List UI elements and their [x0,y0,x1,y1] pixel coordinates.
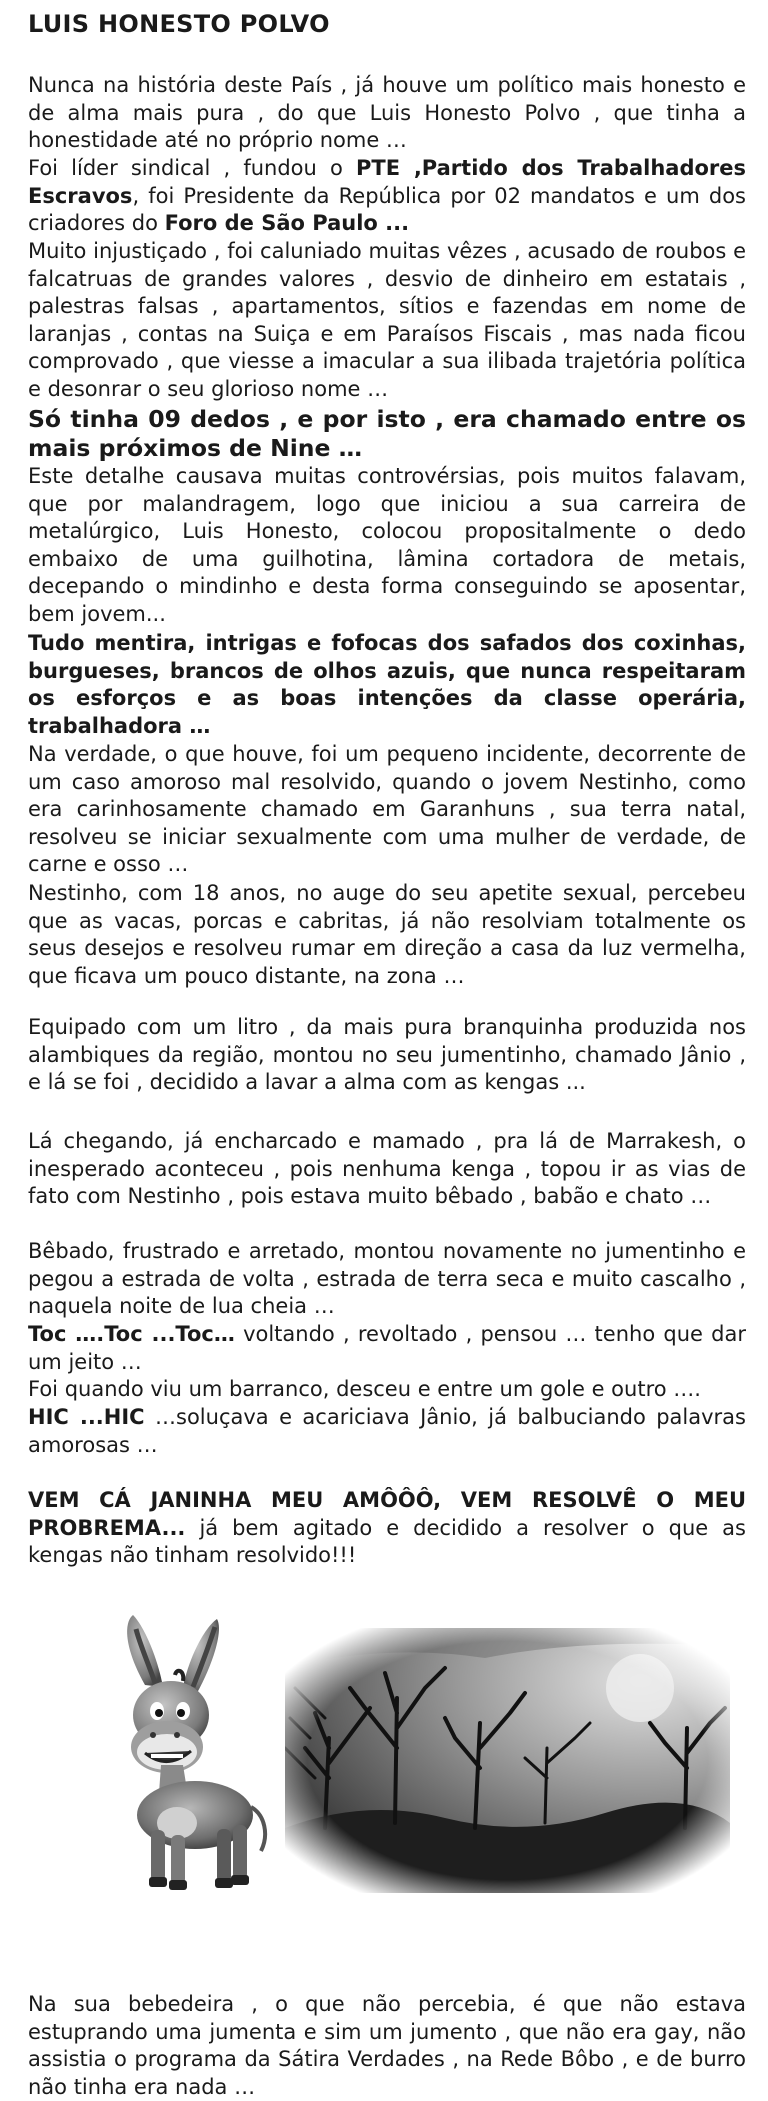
paragraph-intro: Nunca na história deste País , já houve um político mais honesto e de alma mais pura , do que Luis Honesto Polvo , que tinha a honestidade até no próprio nome … [28,73,746,153]
toc-bold-text: Toc ….Toc ...Toc… [28,1322,235,1346]
paragraph-career [28,155,746,238]
document-title: LUIS HONESTO POLVO [28,10,330,38]
paragraph-ending: Na sua bebedeira , o que não percebia, é que não estava estuprando uma jumenta e sim um jumento , que não era gay, não assistia o programa da Sátira Verdades , na Rede Bôbo , e de burro não tinha era nada … [28,1992,746,2099]
paragraph-hic [28,1404,746,1459]
hic-bold-text: HIC ...HIC [28,1405,145,1429]
hic-text: …soluçava e acariciava Jânio, já balbuciando palavras amorosas … [28,1405,746,1457]
paragraph-vem-ca [28,1487,746,1570]
paragraph-equipped: Equipado com um litro , da mais pura branquinha produzida nos alambiques da região, montou no seu jumentinho, chamado Jânio , e lá se foi , decidido a lavar a alma com as kengas ... [28,1015,746,1095]
paragraph-barranco: Foi quando viu um barranco, desceu e entre um gole e outro …. [28,1377,701,1401]
donkey-illustration [105,1615,275,1900]
career-party-name: PTE ,Partido dos Trabalhadores Escravos [28,156,747,208]
paragraph-return: Bêbado, frustrado e arretado, montou novamente no jumentinho e pegou a estrada de volta , estrada de terra seca e muito cascalho , naquela noite de lua cheia … [28,1239,746,1319]
paragraph-nestinho: Nestinho, com 18 anos, no auge do seu apetite sexual, percebeu que as vacas, porcas e cabritas, já não resolviam totalmente os seus desejos e resolveu rumar em direção a casa da luz vermelha, que ficava um pouco distante, na zona … [28,881,746,988]
paragraph-lies [28,630,746,740]
paragraph-accusations: Muito injustiçado , foi caluniado muitas vêzes , acusado de roubos e falcatruas de grandes valores , desvio de dinheiro em estatais , palestras falsas , apartamentos, sítios e fazendas em nome de laranjas , contas na Suiça e em Paraísos Fiscais , mas nada ficou comprovado , que viesse a imacular a sua ilibada trajetória política e desonrar o seu glorioso nome … [28,239,746,401]
paragraph-incident: Na verdade, o que houve, foi um pequeno incidente, decorrente de um caso amoroso mal resolvido, quando o jovem Nestinho, como era carinhosamente chamado em Garanhuns , sua terra natal, resolveu se iniciar sexualmente com uma mulher de verdade, de carne e osso … [28,742,746,877]
lies-bold-text: Tudo mentira, intrigas e fofocas dos safados dos coxinhas, burgueses, brancos de olhos azuis, que nunca respeitaram os esforços e as boas intenções da classe operária, trabalhadora … [28,631,746,738]
career-forum-name: Foro de São Paulo ... [164,211,410,236]
paragraph-guillotine: Este detalhe causava muitas controvérsias, pois muitos falavam, que por malandragem, logo que iniciou a sua carreira de metalúrgico, Luis Honesto, colocou propositalmente o dedo embaixo de uma guilhotina, lâmina cortadora de metais, decepando o mindinho e desta forma conseguindo se aposentar, bem jovem... [28,464,746,626]
vem-ca-bold-text: VEM CÁ JANINHA MEU AMÔÔÔ, VEM RESOLVÊ O MEU PROBREMA... [28,1488,746,1540]
paragraph-nine-fingers: Só tinha 09 dedos , e por isto , era chamado entre os mais próximos de Nine … [28,405,746,462]
career-text-a: Foi líder sindical , fundou o [28,156,356,180]
career-text-c: , foi Presidente da República por 02 mandatos e um dos criadores do [28,183,746,236]
night-landscape-illustration [285,1628,730,1893]
paragraph-toc [28,1321,746,1376]
paragraph-arrival: Lá chegando, já encharcado e mamado , pra lá de Marrakesh, o inesperado aconteceu , pois nenhuma kenga , topou ir as vias de fato com Nestinho , pois estava muito bêbado , babão e chato … [28,1129,746,1209]
toc-text: voltando , revoltado , pensou … tenho que dar um jeito … [28,1322,747,1374]
vem-ca-text: já bem agitado e decidido a resolver o que as kengas não tinham resolvido!!! [28,1515,746,1568]
